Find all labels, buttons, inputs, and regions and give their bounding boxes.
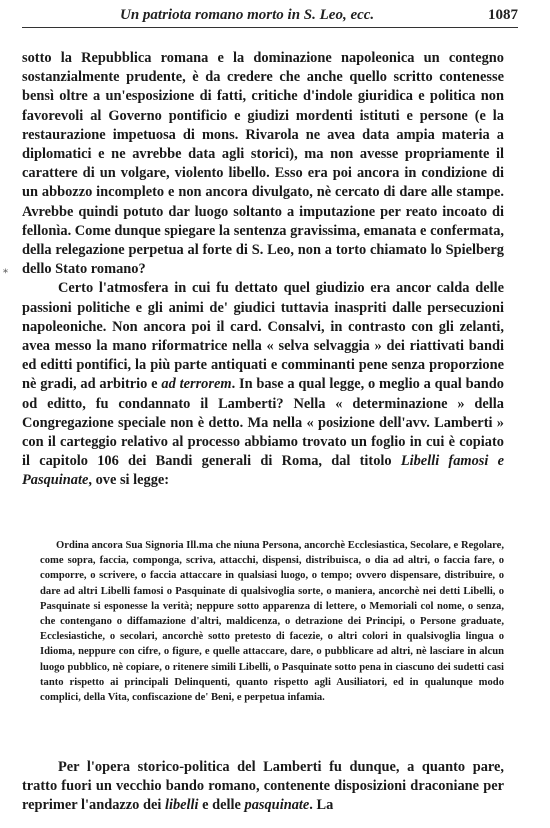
closing-text-b: e delle <box>198 797 245 814</box>
paragraph-2-text-b: . In base a qual legge, o meglio a qual bando od editto, fu condannato il Lamberti? Nella « determinazione » della Congregazione speciale non è detto. Ma nella « posizione dell'avv. Lamberti » con il carteggio relativo al processo abbiamo trovato un foglio in cui è copiato il capitolo 106 dei Bandi generali di Roma, dal titolo <box>22 376 504 470</box>
paragraph-2-italic-b: Libelli famosi e Pasquinate <box>22 453 504 489</box>
block-quote <box>40 538 504 705</box>
closing-text-c: . La <box>309 797 334 814</box>
paragraph-2-text-a: Certo l'atmosfera in cui fu dettato quel giudizio era ancor calda delle passioni politiche e gli animi de' giudici tuttavia inaspriti dalle persecuzioni napoleoniche. Non ancora poi il card. Consalvi, in contrasto con gli zelanti, avea messo la mano riformatrice nella « selva selvaggia » dei riattivati bandi ed editti pontifici, la più parte antiquati e comminanti pene senza proporzione nè gradi, ad arbitrio e <box>22 280 504 393</box>
running-head <box>22 6 518 26</box>
running-head-title: Un patriota romano morto in S. Leo, ecc. <box>120 7 375 23</box>
paragraph-2-italic-a: ad terrorem <box>161 376 232 393</box>
closing-italic-a: libelli <box>164 797 199 814</box>
main-text <box>22 49 504 491</box>
paragraph-2-text-c: , ove si legge: <box>88 472 170 489</box>
margin-mark: * <box>3 268 8 279</box>
closing-italic-b: pasquinate <box>244 797 310 814</box>
closing-paragraph <box>22 758 504 816</box>
paragraph-2 <box>22 279 504 490</box>
paragraph-1 <box>22 49 504 279</box>
header-rule <box>22 27 518 28</box>
block-quote-text: Ordina ancora Sua Signoria Ill.ma che niuna Persona, ancorchè Ecclesiastica, Secolare, e Regolare, come sopra, faccia, componga, scriva, attacchi, dispensi, distribuisca, o dia ad altri, o faccia fare, o comporre, o scrivere, o faccia attaccare in qualsiasi luogo, o tempo; ovvero dispensare, distribuire, o dare ad altri Libelli famosi o Pasquinate di qualsivoglia sorte, o maniera, ancorchè nei detti Libelli, o Pasquinate si esponesse la verità; neppure sotto apparenza di lettere, o Memoriali col nome, o senza, che contengano o diffamazione d'altri, maldicenza, o detrazione dei Principi, o Persone graduate, Ecclesiastiche, o secolari, ancorchè sotto pretesto di facezie, o altri colori in qualsivoglia lingua o Idioma, neppure con cifre, o figure, e quelle attaccare, dare, o pubblicare ad altri, nè lasciare in alcun luogo pubblico, nè copiare, o ritenere simili Libelli, o Pasquinate sotto pena in ciascuno dei sudetti casi tanto rispetto ai principali Delinquenti, quanto rispetto agli Ausiliatori, ed in qualunque modo complici, della Vita, confiscazione de' Beni, e perpetua infamia. <box>40 540 504 704</box>
closing-text <box>22 758 504 816</box>
page-number: 1087 <box>488 7 518 23</box>
closing-text-a: Per l'opera storico-politica del Lamberti fu dunque, a quanto pare, tratto fuori un vecchio bando romano, contenente disposizioni draconiane per reprimer l'andazzo dei <box>22 759 504 814</box>
paragraph-1-text: sotto la Repubblica romana e la dominazione napoleonica un contegno sostanzialmente prudente, è da credere che anche quello scritto contenesse bensì oltre a un'esposizione di fatti, critiche d'indole giuridica e politica non favorevoli al Governo pontificio e giudizi mordenti istituti e persone (e la restaurazione impetuosa di mons. Rivarola ne avea data ampia materia a diplomatici e ne avrebbe data agli storici), ma non avesse propriamente il carattere di un volgare, violento libello. Esso era poi ancora in condizione di un abbozzo incompleto e non ancora divulgato, nè cercato di dare alle stampe. Avrebbe quindi potuto dar luogo soltanto a imputazione per reato incoato di fellonìa. Come dunque spiegare la sentenza gravissima, emanata e confermata, della relegazione perpetua al forte di S. Leo, non a torto chiamato lo Spielberg dello Stato romano? <box>22 50 504 278</box>
